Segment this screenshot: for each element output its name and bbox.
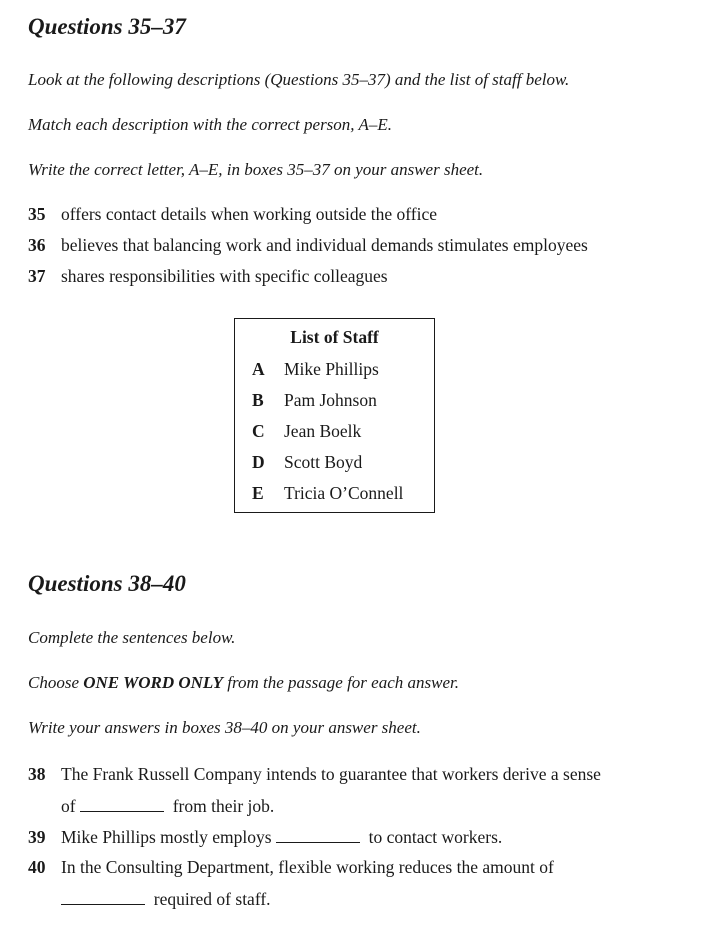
question-text: Mike Phillips mostly employs [61, 827, 272, 847]
section-heading-35-37: Questions 35–37 [28, 14, 186, 39]
staff-name: Pam Johnson [284, 390, 377, 410]
question-text: offers contact details when working outside the office [61, 204, 437, 224]
question-text: The Frank Russell Company intends to guarantee that workers derive a sense [61, 764, 601, 784]
staff-item-a [252, 359, 379, 380]
staff-letter: C [252, 421, 265, 441]
question-40 [28, 857, 554, 878]
staff-name: Scott Boyd [284, 452, 363, 472]
instruction-choose-bold: ONE WORD ONLY [83, 673, 224, 692]
question-text: In the Consulting Department, flexible working reduces the amount of [61, 857, 554, 877]
question-36 [28, 235, 588, 256]
instruction-complete: Complete the sentences below. [28, 628, 236, 647]
question-39 [28, 826, 502, 848]
question-number: 37 [28, 266, 46, 286]
instruction-choose-post: from the passage for each answer. [223, 673, 459, 692]
question-text: shares responsibilities with specific colleagues [61, 266, 388, 286]
question-text: from their job. [172, 796, 275, 816]
question-number: 40 [28, 857, 46, 877]
instruction-choose [28, 673, 459, 693]
staff-list-box [234, 318, 435, 513]
staff-name: Jean Boelk [284, 421, 362, 441]
instruction-look: Look at the following descriptions (Questions 35–37) and the list of staff below. [28, 70, 570, 89]
question-number: 38 [28, 764, 46, 784]
staff-name: Tricia O’Connell [284, 483, 404, 503]
answer-blank-38[interactable] [80, 795, 164, 812]
staff-letter: A [252, 359, 265, 379]
question-number: 36 [28, 235, 46, 255]
question-40-continuation [61, 888, 271, 910]
question-number: 39 [28, 827, 46, 847]
section-heading-38-40: Questions 38–40 [28, 571, 186, 596]
staff-letter: E [252, 483, 264, 503]
question-number: 35 [28, 204, 46, 224]
instruction-match: Match each description with the correct person, A–E. [28, 115, 393, 134]
question-38-continuation [61, 795, 274, 817]
answer-blank-39[interactable] [276, 826, 360, 843]
question-text: required of staff. [153, 889, 271, 909]
staff-letter: D [252, 452, 265, 472]
staff-item-e [252, 483, 403, 504]
instruction-write-answers: Write your answers in boxes 38–40 on your answer sheet. [28, 718, 421, 737]
question-text: of [61, 796, 76, 816]
instruction-write: Write the correct letter, A–E, in boxes 35–37 on your answer sheet. [28, 160, 484, 179]
question-text: to contact workers. [368, 827, 503, 847]
staff-list-title: List of Staff [290, 327, 379, 347]
question-37 [28, 266, 388, 287]
question-38 [28, 764, 601, 785]
staff-item-b [252, 390, 377, 411]
staff-item-d [252, 452, 362, 473]
staff-item-c [252, 421, 361, 442]
instruction-choose-pre: Choose [28, 673, 84, 692]
staff-letter: B [252, 390, 264, 410]
staff-name: Mike Phillips [284, 359, 379, 379]
answer-blank-40[interactable] [61, 888, 145, 905]
question-text: believes that balancing work and individual demands stimulates employees [61, 235, 588, 255]
question-35 [28, 204, 437, 225]
